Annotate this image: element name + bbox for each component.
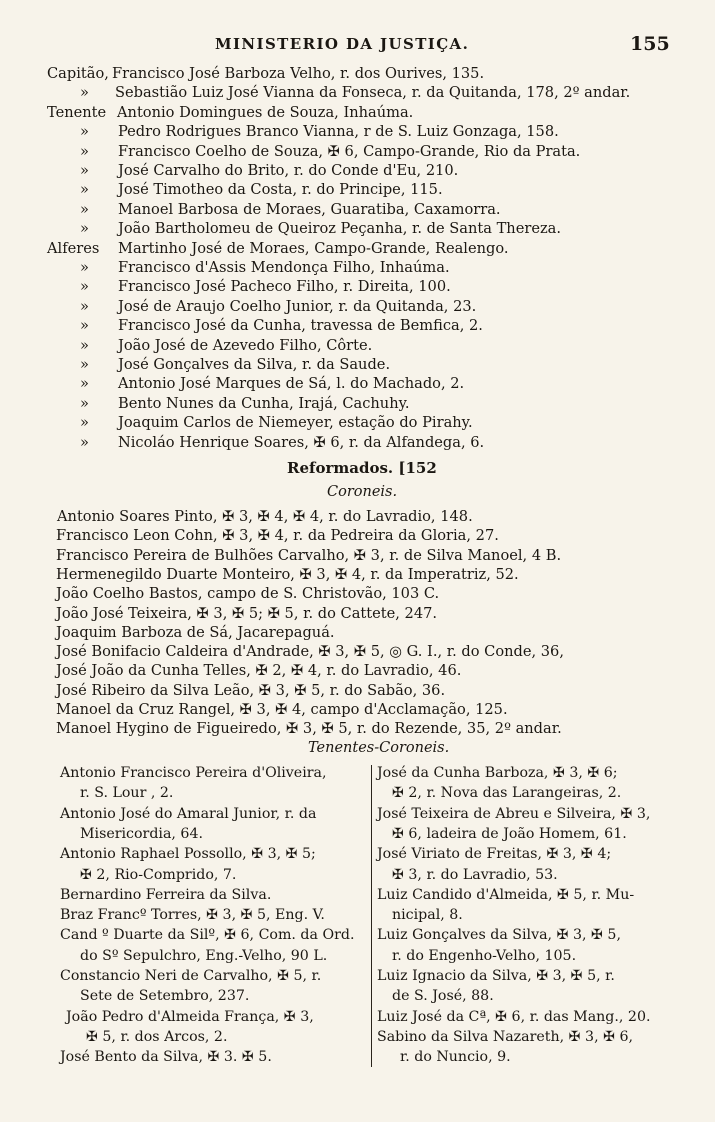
tenente-line-left: Braz Francº Torres, ✠ 3, ✠ 5, Eng. V. (60, 907, 325, 924)
officer-rank: Capitão, (47, 65, 109, 82)
tenente-line-right: José da Cunha Barboza, ✠ 3, ✠ 6; (377, 765, 618, 781)
coronel-entry: José Bonifacio Caldeira d'Andrade, ✠ 3, ✠ 5, ◎ G. I., r. do Conde, 36, (56, 643, 564, 661)
tenente-line-left: João Pedro d'Almeida França, ✠ 3, (66, 1008, 314, 1025)
officer-rank: Alferes (47, 239, 100, 257)
section-heading-tenentes-coroneis: Tenentes-Coroneis. (308, 740, 450, 756)
officer-rank: » (80, 142, 89, 160)
tenente-line-left: Antonio José do Amaral Junior, r. da (60, 805, 317, 822)
tenente-line-left: r. S. Lour , 2. (80, 785, 174, 802)
tenente-line-right: r. do Engenho-Velho, 105. (392, 947, 577, 964)
tenente-line-left: Misericordia, 64. (80, 825, 203, 842)
officer-rank: » (80, 220, 89, 238)
officer-entry: Nicoláo Henrique Soares, ✠ 6, r. da Alfandega, 6. (118, 433, 485, 451)
section-heading-reformados: Reformados. [152 (287, 459, 437, 477)
officer-entry: João Bartholomeu de Queiroz Peçanha, r. de Santa Thereza. (118, 220, 561, 238)
officer-rank: » (80, 356, 89, 373)
officer-entry: José de Araujo Coelho Junior, r. da Quitanda, 23. (118, 297, 477, 315)
officer-rank: » (80, 123, 89, 141)
officer-entry: João José de Azevedo Filho, Côrte. (118, 336, 373, 354)
tenente-line-right: Luiz Ignacio da Silva, ✠ 3, ✠ 5, r. (377, 968, 615, 984)
tenente-line-right: José Viriato de Freitas, ✠ 3, ✠ 4; (377, 846, 612, 863)
tenente-line-left: José Bento da Silva, ✠ 3. ✠ 5. (60, 1049, 272, 1066)
officer-entry: Francisco José da Cunha, travessa de Bemfica, 2. (118, 317, 483, 335)
coronel-entry: José Ribeiro da Silva Leão, ✠ 3, ✠ 5, r. do Sabão, 36. (56, 681, 446, 699)
tenente-line-left: Constancio Neri de Carvalho, ✠ 5, r. (60, 968, 322, 984)
tenente-line-left: do Sº Sepulchro, Eng.-Velho, 90 L. (80, 947, 328, 964)
section-heading-coroneis: Coroneis. (327, 484, 398, 500)
officer-rank: » (80, 297, 89, 315)
officer-entry: Francisco d'Assis Mendonça Filho, Inhaúma. (118, 259, 450, 276)
coronel-entry: Manoel da Cruz Rangel, ✠ 3, ✠ 4, campo d'Acclamação, 125. (56, 701, 508, 718)
tenente-line-left: Bernardino Ferreira da Silva. (60, 886, 272, 903)
officer-rank: » (80, 259, 89, 276)
officer-entry: Bento Nunes da Cunha, Irajá, Cachuhy. (118, 394, 410, 412)
officer-rank: » (80, 375, 89, 393)
officer-entry: Francisco Coelho de Souza, ✠ 6, Campo-Grande, Rio da Prata. (118, 142, 581, 160)
coronel-entry: Joaquim Barboza de Sá, Jacarepaguá. (56, 623, 335, 641)
tenente-line-right: nicipal, 8. (392, 907, 463, 924)
officer-entry: Antonio Domingues de Souza, Inhaúma. (117, 103, 414, 121)
officer-entry: Antonio José Marques de Sá, l. do Machado, 2. (118, 375, 465, 393)
tenente-line-right: ✠ 2, r. Nova das Larangeiras, 2. (392, 785, 622, 802)
coronel-entry: Manoel Hygino de Figueiredo, ✠ 3, ✠ 5, r. do Rezende, 35, 2º andar. (56, 720, 562, 738)
tenente-line-right: ✠ 3, r. do Lavradio, 53. (392, 866, 558, 883)
tenente-line-right: ✠ 6, ladeira de João Homem, 61. (392, 825, 627, 842)
officer-entry: José Carvalho do Brito, r. do Conde d'Eu, 210. (118, 162, 459, 179)
officer-entry: Sebastião Luiz José Vianna da Fonseca, r. da Quitanda, 178, 2º andar. (115, 84, 631, 102)
coronel-entry: João José Teixeira, ✠ 3, ✠ 5; ✠ 5, r. do Cattete, 247. (56, 604, 438, 622)
tenente-line-left: Cand º Duarte da Silº, ✠ 6, Com. da Ord. (60, 927, 355, 944)
officer-rank: » (80, 278, 89, 296)
officer-rank: » (80, 162, 89, 179)
tenente-line-left: ✠ 5, r. dos Arcos, 2. (86, 1028, 228, 1045)
tenente-line-right: José Teixeira de Abreu e Silveira, ✠ 3, (377, 805, 651, 822)
column-divider (371, 765, 372, 1067)
tenente-line-left: Antonio Francisco Pereira d'Oliveira, (60, 765, 327, 781)
coronel-entry: José João da Cunha Telles, ✠ 2, ✠ 4, r. do Lavradio, 46. (56, 662, 462, 680)
coronel-entry: Francisco Leon Cohn, ✠ 3, ✠ 4, r. da Pedreira da Gloria, 27. (56, 527, 499, 545)
officer-rank: » (80, 336, 89, 354)
tenente-line-right: Luiz Candido d'Almeida, ✠ 5, r. Mu- (377, 886, 635, 903)
tenente-line-left: ✠ 2, Rio-Comprido, 7. (80, 866, 237, 883)
officer-rank: » (80, 84, 89, 102)
tenente-line-right: Luiz Gonçalves da Silva, ✠ 3, ✠ 5, (377, 927, 621, 944)
tenente-line-left: Sete de Setembro, 237. (80, 988, 250, 1005)
tenente-line-right: Sabino da Silva Nazareth, ✠ 3, ✠ 6, (377, 1028, 634, 1045)
officer-entry: Francisco José Pacheco Filho, r. Direita, 100. (118, 278, 451, 296)
officer-rank: » (80, 200, 89, 218)
officer-entry: Pedro Rodrigues Branco Vianna, r de S. Luiz Gonzaga, 158. (118, 123, 559, 141)
tenente-line-right: de S. José, 88. (392, 988, 494, 1005)
officer-rank: » (80, 394, 89, 412)
officer-entry: Joaquim Carlos de Niemeyer, estação do Pirahy. (118, 414, 473, 432)
tenente-line-left: Antonio Raphael Possollo, ✠ 3, ✠ 5; (60, 846, 316, 863)
officer-entry: Manoel Barbosa de Moraes, Guaratiba, Caxamorra. (118, 200, 501, 218)
coronel-entry: João Coelho Bastos, campo de S. Christovão, 103 C. (56, 585, 440, 603)
tenente-line-right: r. do Nuncio, 9. (400, 1049, 511, 1066)
tenente-line-right: Luiz José da Cª, ✠ 6, r. das Mang., 20. (377, 1008, 651, 1025)
coronel-entry: Francisco Pereira de Bulhões Carvalho, ✠ 3, r. de Silva Manoel, 4 B. (56, 546, 562, 564)
officer-rank: » (80, 181, 89, 199)
officer-rank: Tenente (47, 103, 107, 121)
running-title: MINISTERIO DA JUSTIÇA. (215, 35, 470, 53)
officer-entry: José Timotheo da Costa, r. do Principe, 115. (118, 181, 443, 199)
page-header (0, 33, 715, 59)
officer-entry: José Gonçalves da Silva, r. da Saude. (118, 356, 391, 373)
officer-entry: Francisco José Barboza Velho, r. dos Ourives, 135. (112, 65, 485, 82)
page-number: 155 (630, 33, 670, 55)
officer-rank: » (80, 317, 89, 335)
officer-rank: » (80, 414, 89, 432)
officer-rank: » (80, 433, 89, 451)
officer-entry: Martinho José de Moraes, Campo-Grande, Realengo. (118, 239, 509, 257)
coronel-entry: Antonio Soares Pinto, ✠ 3, ✠ 4, ✠ 4, r. do Lavradio, 148. (57, 508, 473, 525)
coronel-entry: Hermenegildo Duarte Monteiro, ✠ 3, ✠ 4, r. da Imperatriz, 52. (56, 565, 519, 583)
